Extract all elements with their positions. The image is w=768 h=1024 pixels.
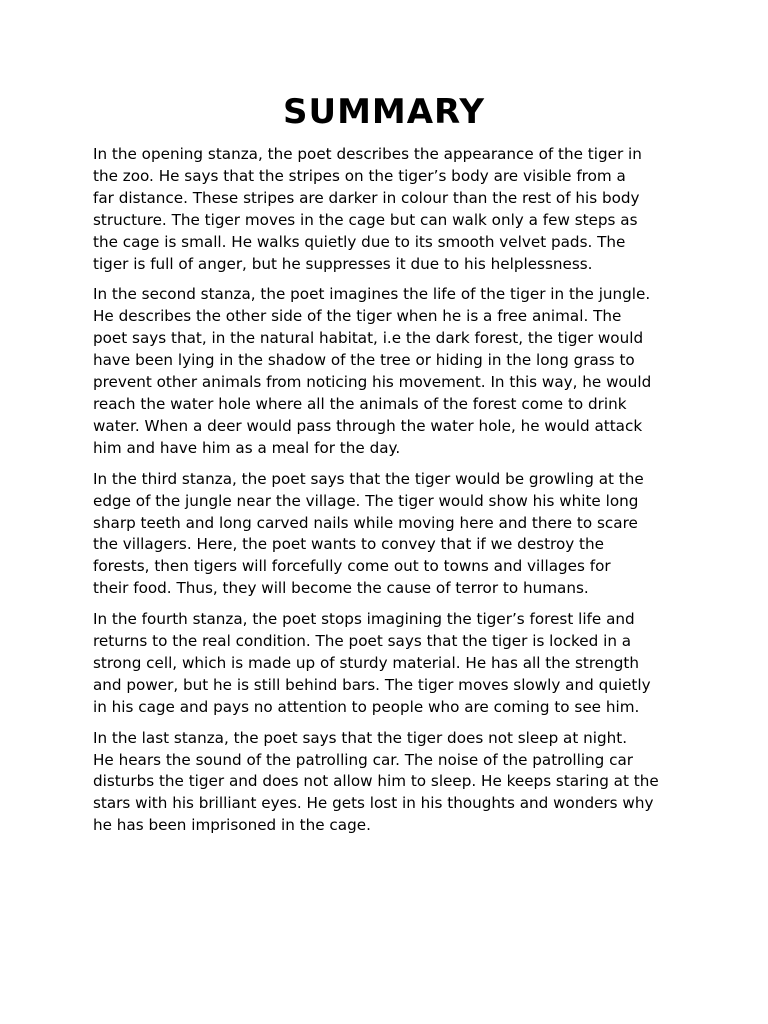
text-line: the zoo. He says that the stripes on the tiger’s body are visible from a <box>93 166 626 185</box>
text-line: far distance. These stripes are darker in colour than the rest of his body <box>93 188 640 207</box>
text-line: him and have him as a meal for the day. <box>93 438 401 457</box>
text-line: He describes the other side of the tiger when he is a free animal. The <box>93 307 622 326</box>
text-line: stars with his brilliant eyes. He gets lost in his thoughts and wonders why <box>93 794 654 813</box>
text-line: In the second stanza, the poet imagines the life of the tiger in the jungle. <box>93 285 651 304</box>
text-line: strong cell, which is made up of sturdy material. He has all the strength <box>93 653 639 672</box>
document-body <box>93 144 677 846</box>
text-line: He hears the sound of the patrolling car. The noise of the patrolling car <box>93 750 634 769</box>
text-line: water. When a deer would pass through the water hole, he would attack <box>93 416 643 435</box>
paragraph-third-stanza <box>93 469 677 600</box>
text-line: tiger is full of anger, but he suppresses it due to his helplessness. <box>93 254 593 273</box>
text-line: and power, but he is still behind bars. The tiger moves slowly and quietly <box>93 675 651 694</box>
text-line: their food. Thus, they will become the cause of terror to humans. <box>93 579 589 598</box>
text-line: In the fourth stanza, the poet stops imagining the tiger’s forest life and <box>93 610 635 629</box>
text-line: In the opening stanza, the poet describes the appearance of the tiger in <box>93 145 642 163</box>
paragraph-opening-stanza <box>93 144 677 275</box>
text-line: prevent other animals from noticing his movement. In this way, he would <box>93 373 652 392</box>
text-line: have been lying in the shadow of the tree or hiding in the long grass to <box>93 351 635 370</box>
text-line: in his cage and pays no attention to people who are coming to see him. <box>93 697 640 716</box>
text-line: edge of the jungle near the village. The tiger would show his white long <box>93 491 639 510</box>
paragraph-last-stanza <box>93 728 677 838</box>
text-line: In the third stanza, the poet says that the tiger would be growling at the <box>93 469 644 488</box>
text-line: structure. The tiger moves in the cage but can walk only a few steps as <box>93 210 638 229</box>
text-line: the cage is small. He walks quietly due to its smooth velvet pads. The <box>93 232 626 251</box>
text-line: In the last stanza, the poet says that the tiger does not sleep at night. <box>93 728 628 747</box>
text-line: returns to the real condition. The poet says that the tiger is locked in a <box>93 632 632 651</box>
paragraph-fourth-stanza <box>93 609 677 719</box>
text-line: disturbs the tiger and does not allow him to sleep. He keeps staring at the <box>93 772 659 791</box>
text-line: sharp teeth and long carved nails while moving here and there to scare <box>93 513 638 532</box>
text-line: reach the water hole where all the animals of the forest come to drink <box>93 394 627 413</box>
text-line: he has been imprisoned in the cage. <box>93 816 371 835</box>
text-line: the villagers. Here, the poet wants to convey that if we destroy the <box>93 535 604 554</box>
paragraph-second-stanza <box>93 284 677 459</box>
text-line: poet says that, in the natural habitat, i.e the dark forest, the tiger would <box>93 329 644 348</box>
text-line: forests, then tigers will forcefully come out to towns and villages for <box>93 557 611 576</box>
document-title: SUMMARY <box>282 92 486 132</box>
